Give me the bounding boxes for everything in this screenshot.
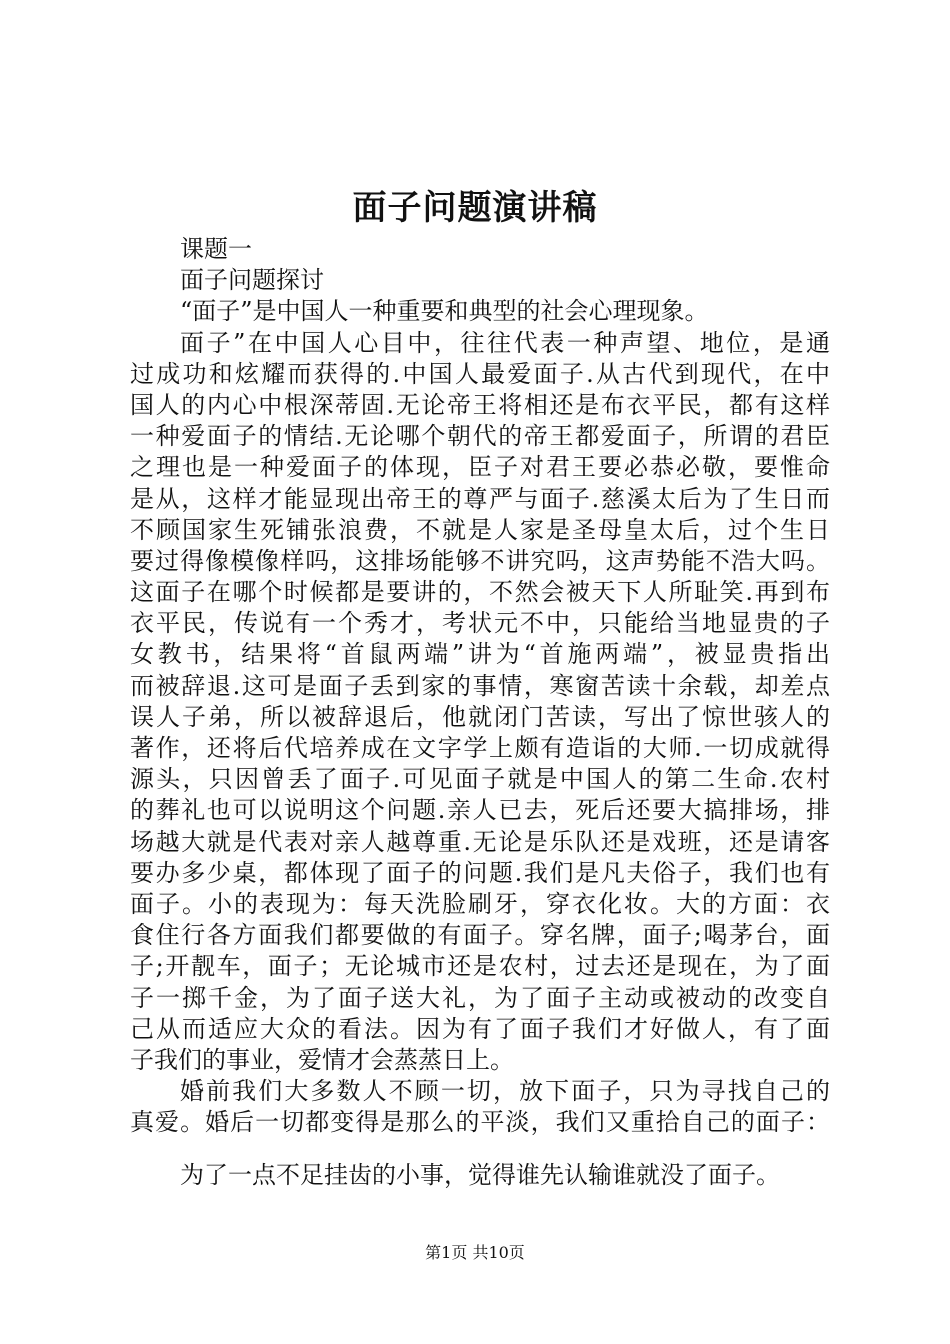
document-title: 面子问题演讲稿	[352, 188, 598, 228]
text-line: 的葬礼也可以说明这个问题.亲人已去，死后还要大搞排场，排	[130, 796, 830, 825]
text-line: 这面子在哪个时候都是要讲的，不然会被天下人所耻笑.再到布	[130, 578, 830, 607]
text-line: 子我们的事业，爱情才会蒸蒸日上。	[130, 1045, 514, 1074]
text-line: 课题一	[180, 235, 252, 263]
paragraph-gap	[130, 1138, 830, 1160]
text-line: 子一掷千金，为了面子送大礼，为了面子主动或被动的改变自	[130, 983, 830, 1012]
text-line: 过成功和炫耀而获得的.中国人最爱面子.从古代到现代，在中	[130, 359, 830, 388]
text-line: 场越大就是代表对亲人越尊重.无论是乐队还是戏班，还是请客	[130, 827, 830, 856]
text-line: 不顾国家生死铺张浪费，不就是人家是圣母皇太后，过个生日	[130, 515, 830, 544]
text-line: 食住行各方面我们都要做的有面子。穿名牌，面子;喝茅台，面	[130, 921, 830, 950]
document-body	[130, 234, 830, 1192]
text-line: 己从而适应大众的看法。因为有了面子我们才好做人，有了面	[130, 1014, 830, 1043]
text-line: 面子。小的表现为：每天洗脸刷牙，穿衣化妆。大的方面：衣	[130, 889, 830, 918]
text-line: 著作，还将后代培养成在文字学上颇有造诣的大师.一切成就得	[130, 734, 830, 762]
text-line: 婚前我们大多数人不顾一切，放下面子，只为寻找自己的	[180, 1077, 830, 1106]
text-line: 真爱。婚后一切都变得是那么的平淡，我们又重拾自己的面子：	[130, 1108, 830, 1137]
text-line: 源头，只因曾丢了面子.可见面子就是中国人的第二生命.农村	[130, 765, 830, 794]
text-line: 而被辞退.这可是面子丢到家的事情，寒窗苦读十余载，却差点	[130, 671, 830, 700]
text-line: 误人子弟，所以被辞退后，他就闭门苦读，写出了惊世骇人的	[130, 702, 830, 731]
text-line: 之理也是一种爱面子的体现，臣子对君王要必恭必敬，要惟命	[130, 453, 830, 482]
page-footer: 第1页 共10页	[425, 1243, 525, 1262]
text-line: 子;开靓车，面子；无论城市还是农村，过去还是现在，为了面	[130, 952, 830, 981]
text-line: 为了一点不足挂齿的小事，觉得谁先认输谁就没了面子。	[180, 1161, 780, 1190]
text-line: 女教书，结果将“首鼠两端”讲为“首施两端”，被显贵指出	[130, 640, 830, 669]
text-line: 面子”在中国人心目中，往往代表一种声望、地位，是通	[180, 328, 830, 357]
text-line: 是从，这样才能显现出帝王的尊严与面子.慈溪太后为了生日而	[130, 484, 830, 513]
text-line: “面子”是中国人一种重要和典型的社会心理现象。	[180, 297, 709, 326]
text-line: 面子问题探讨	[180, 266, 324, 295]
text-line: 要办多少桌，都体现了面子的问题.我们是凡夫俗子，我们也有	[130, 858, 830, 887]
text-line: 国人的内心中根深蒂固.无论帝王将相还是布衣平民，都有这样	[130, 390, 830, 419]
text-line: 衣平民，传说有一个秀才，考状元不中，只能给当地显贵的子	[130, 609, 830, 638]
text-line: 一种爱面子的情结.无论哪个朝代的帝王都爱面子，所谓的君臣	[130, 422, 830, 451]
text-line: 要过得像模像样吗，这排场能够不讲究吗，这声势能不浩大吗。	[130, 546, 830, 575]
